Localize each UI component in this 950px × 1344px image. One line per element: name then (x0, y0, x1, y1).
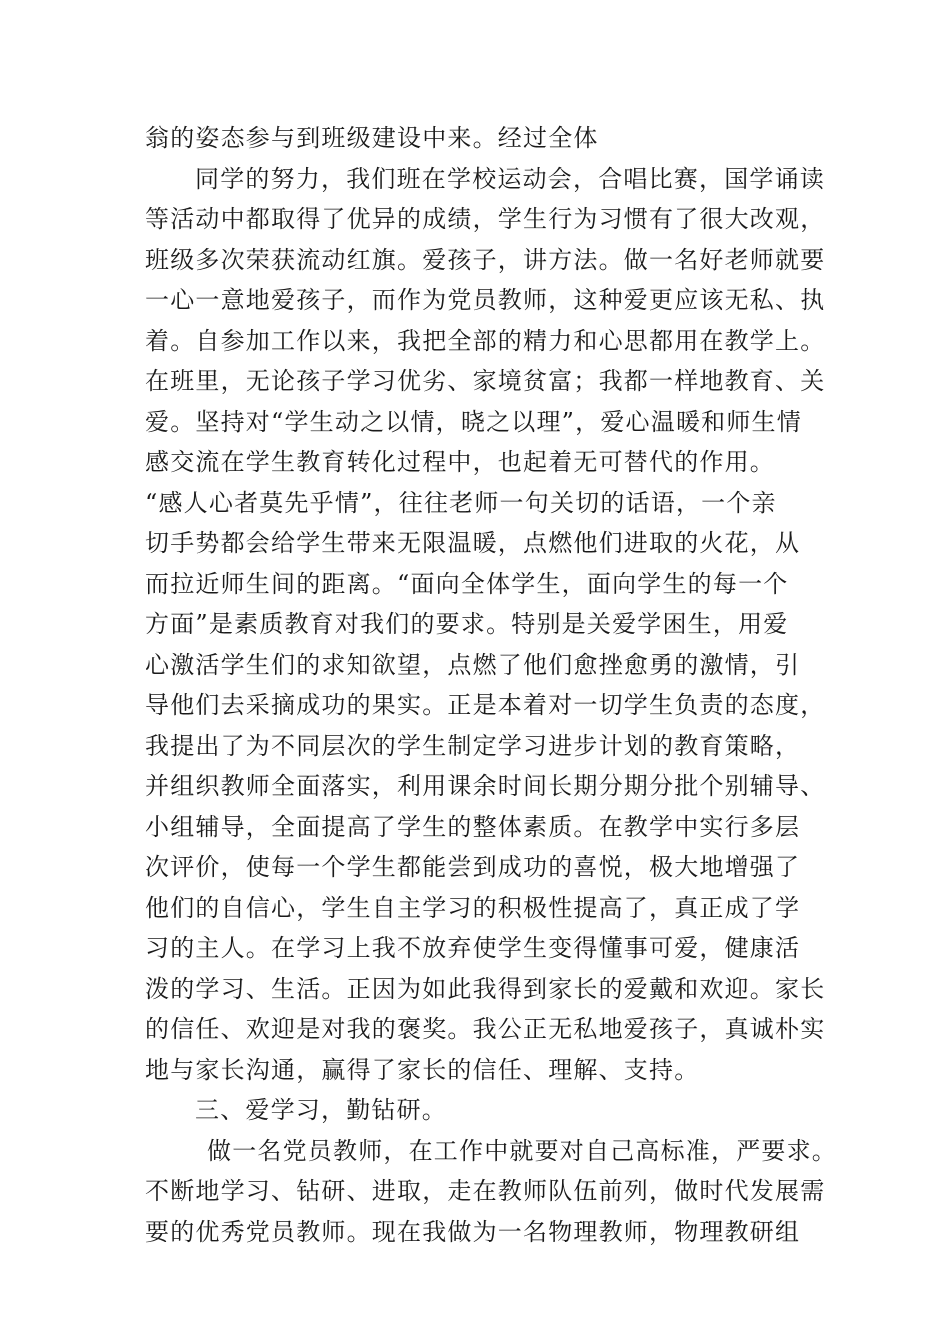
text-line: 翁的姿态参与到班级建设中来。经过全体 (145, 124, 599, 152)
text-line: 而拉近师生间的距离。“面向全体学生，面向学生的每一个 (145, 569, 789, 598)
text-line: 在班里，无论孩子学习优劣、家境贫富；我都一样地教育、关 (145, 367, 826, 395)
section-heading: 三、爱学习，勤钻研。 (195, 1096, 447, 1124)
text-line: 泼的学习、生活。正因为如此我得到家长的爱戴和欢迎。家长 (145, 974, 826, 1003)
text-line: 着。自参加工作以来，我把全部的精力和心思都用在教学上。 (145, 326, 826, 355)
text-line: 小组辅导，全面提高了学生的整体素质。在教学中实行多层 (145, 812, 801, 841)
text-line: 做一名党员教师，在工作中就要对自己高标准，严要求。 (207, 1136, 837, 1165)
text-line: 并组织教师全面落实，利用课余时间长期分期分批个别辅导、 (145, 772, 826, 800)
text-line: 我提出了为不同层次的学生制定学习进步计划的教育策略， (145, 731, 801, 760)
text-line: 切手势都会给学生带来无限温暖，点燃他们进取的火花，从 (145, 529, 801, 557)
text-line: 要的优秀党员教师。现在我做为一名物理教师，物理教研组 (145, 1217, 801, 1246)
text-line: 感交流在学生教育转化过程中，也起着无可替代的作用。 (145, 448, 775, 476)
text-line: 的信任、欢迎是对我的褒奖。我公正无私地爱孩子，真诚朴实 (145, 1015, 826, 1043)
text-line: 一心一意地爱孩子，而作为党员教师，这种爱更应该无私、执 (145, 286, 826, 314)
text-line: 不断地学习、钻研、进取，走在教师队伍前列，做时代发展需 (145, 1177, 826, 1205)
text-line: 等活动中都取得了优异的成绩，学生行为习惯有了很大改观， (145, 205, 826, 233)
text-line: 同学的努力，我们班在学校运动会，合唱比赛，国学诵读 (195, 164, 825, 193)
text-line: 地与家长沟通，赢得了家长的信任、理解、支持。 (145, 1055, 700, 1084)
text-line: “感人心者莫先乎情”，往往老师一句关切的话语，一个亲 (145, 488, 777, 517)
text-line: 习的主人。在学习上我不放弃使学生变得懂事可爱，健康活 (145, 934, 801, 962)
text-line: 他们的自信心，学生自主学习的积极性提高了，真正成了学 (145, 893, 801, 922)
text-line: 方面”是素质教育对我们的要求。特别是关爱学困生，用爱 (145, 610, 789, 638)
text-line: 班级多次荣获流动红旗。爱孩子，讲方法。做一名好老师就要 (145, 245, 826, 274)
document-body (145, 118, 835, 1252)
text-line: 爱。坚持对“学生动之以情，晓之以理”，爱心温暖和师生情 (145, 407, 802, 436)
text-line: 次评价，使每一个学生都能尝到成功的喜悦，极大地增强了 (145, 853, 801, 881)
text-line: 导他们去采摘成功的果实。正是本着对一切学生负责的态度， (145, 691, 826, 719)
text-line: 心激活学生们的求知欲望，点燃了他们愈挫愈勇的激情，引 (145, 650, 801, 679)
